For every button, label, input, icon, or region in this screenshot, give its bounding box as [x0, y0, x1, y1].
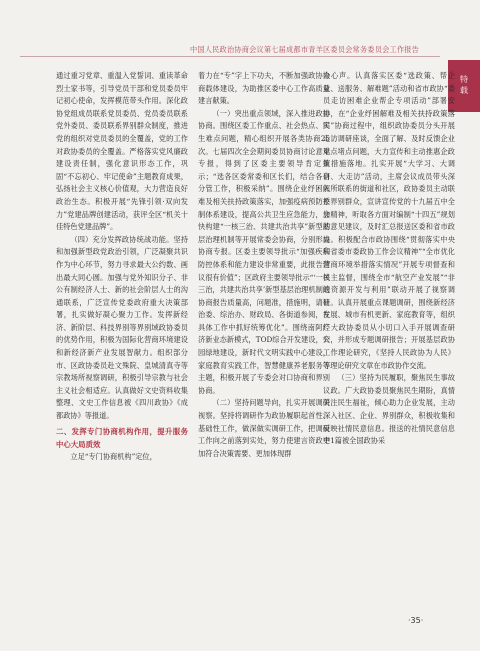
section-tab-label: 特载: [459, 75, 469, 97]
paragraph: （一）突出重点领域，深入推进政协协商。围绕区委工作重点、社会热点、民生难点问题，精心组织开展各类协商25次。七届四次全会期间委员协商讨论意见专报，得到了区委主要领导肯定批示；“选各区委常委和区长们，结合各自分管工作，积极采纳”。围绕企业纾困解难及相关扶持政策落实，加强疫病预防控制体系建设，提高公共卫生应急能力，加快构建“一核三治、共建共治共享”新型基层治理机制等开展常委会协商，分别形成协商专报。区委主要领导批示“加强疾病防控体系和能力建设非常重要，此报告建议很有价值”；区政府主要领导批示“‘一核三治，共建共治共享’新型基层治理机制的协商报告质量高，问题准，措施明，请社治委、综治办、财政局、各街道参阅，在具体工作中抓好统筹优化”。围绕南阿经济新业态新模式，TOD综合开发建设，公园绿地建设，新时代文明实践中心建设，家庭教育实践工作，智慧健康养老服务等主题，积极开展了专委会对口协商和界别协商。: [198, 108, 330, 395]
text-column-2: [198, 70, 330, 460]
header-title: 中国人民政治协商会议第七届成都市青羊区委员会常务委员会工作报告: [190, 45, 420, 54]
paragraph: 着力在“专”字上下功夫，不断加强政协协商载体建设，为助推区委中心工作高质量建言献策。: [198, 71, 330, 106]
header-divider: [20, 56, 440, 57]
page-number: ·35·: [408, 616, 424, 625]
paragraph: 立足“专门协商机构”定位，: [70, 451, 157, 461]
section-heading: 二、发挥专门协商机构作用，提升服务中心大局质效: [56, 426, 188, 449]
running-header: [0, 0, 480, 56]
text-column-1: [56, 70, 188, 463]
paragraph: 众心声。认真落实区委“选政策、帮企业、送服务、解难题”活动和省市政协“委员走访困难企业帮企专项活动”部署安排，在“企业纾困解难及相关扶持政策落实”协商过程中，组织政协委员分头开展走访调研座谈，全面了解、及时反馈企业难点堵点问题，大力宣传和主动推惠企政策措施落地。扎实开展“大学习、大调研、大走访”活动，主席会议成员带头深入所联系的街道和社区，政协委员主动联系界别群众，宣讲宣传党的十九届五中全会精神，听取各方面对编制“十四五”规划的意见建议，及时汇总报送区委和省市政协。积极配合市政协围绕“贯彻落实中央和省委市委政协工作会议精神”“全市优化营商环境举措落实情况”开展专项督查和民主监督，围绕全市“航空产业发展”“非遗资源开发与利用”联动开展了视察调研。认真开展重点课题调研，围绕新经济发展、城市有机更新、家庭教育等，组织广大政协委员从小切口入手开展调查研究，并形成专题调研报告；开展基层政协工作理论研究，《坚持人民政协为人民》等理论研究文章在市政协作交流。: [323, 71, 455, 370]
paragraph: （二）坚持问题导向，扎实开展调研视察。坚持将调研作为政协履职起首性、基础性工作，做深做实调研工作，把调研工作向之前落到实处，努力使建言资政更加符合决策需要、更加体现群: [198, 398, 330, 458]
paragraph: （四）充分发挥政协统战功能。坚持和加强新型政党政治引领，广泛凝聚共识作为中心环节，努力寻求最大公约数、画出最大同心圆。加强与党外知识分子、非公有制经济人士、新的社会阶层人士的沟通联系，广泛宣传党委政府重大决策部署，扎实做好凝心聚力工作。发挥新经济、新阶层、科技界别等界别域政协委员的优势作用，积极为国际化营商环境建设和新经济新产业发展智献力。组织部分市、区政协委员赴文殊院、皇城清真寺等宗教场所视察调研，积极引导宗教与社会主义社会相适应。认真做好文史资料收集整理、文史工作信息被《四川政协》《成都政协》等报道。: [56, 234, 188, 421]
paragraph: 通过重习党章、重温入党誓词、重读革命烈士家书等，引导党员干部和党员委员牢记初心使命，发挥模范带头作用。深化政协党组成员联系党员委员、党员委员联系党外委员、委员联系界别群众制度，推进党的组织对党员委员的全覆盖，党的工作对政协委员的全覆盖。严格落实党风廉政建设责任制，强化意识形态工作，巩固“不忘初心、牢记使命”主题教育成果，弘扬社会主义核心价值观，大力营造良好政治生态。积极开展“先锋引领·双向发力”党建品牌创建活动，获评全区“机关十佳特色党建品牌”。: [56, 71, 188, 232]
paragraph: （三）坚持为民履职，聚焦民生事故议政。广大政协委员聚焦民生期盼，真情关注民生福祉，倾心助力企业发展，主动深入社区、企业、界别群众，积极收集和反映社情民意信息。报送的社情民意信息中1篇被全国政协采: [323, 373, 455, 446]
text-column-3: [323, 70, 455, 448]
